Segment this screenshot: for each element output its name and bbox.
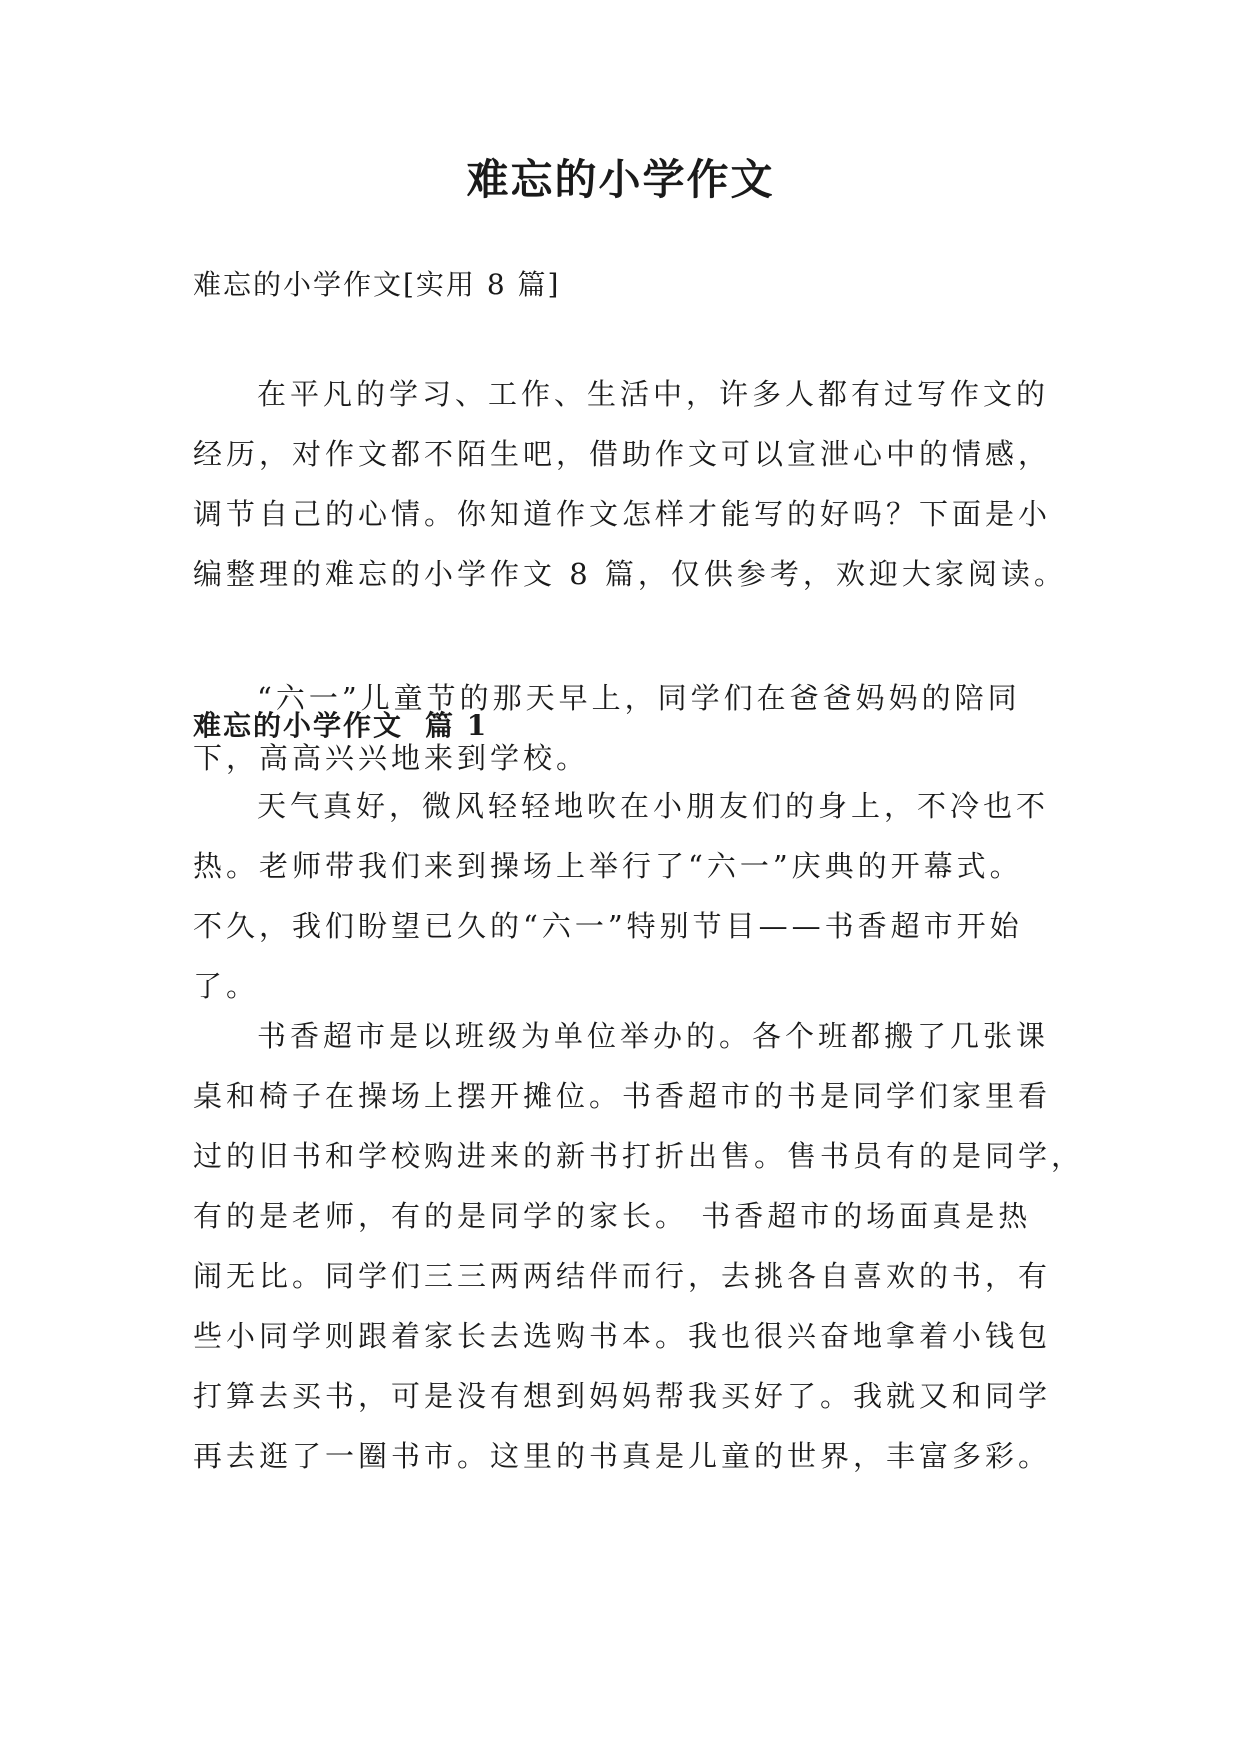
intro-paragraph <box>193 364 1073 604</box>
intro-line: 编整理的难忘的小学作文 8 篇，仅供参考，欢迎大家阅读。 <box>193 557 1067 591</box>
document-subtitle: 难忘的小学作文[实用 8 篇] <box>193 268 561 301</box>
section-heading-label: 篇 1 <box>425 709 489 742</box>
section-heading-title: 难忘的小学作文 <box>193 709 404 742</box>
paragraph-line: 再去逛了一圈书市。这里的书真是儿童的世界，丰富多彩。 <box>193 1439 1052 1473</box>
paragraph-line: 桌和椅子在操场上摆开摊位。书香超市的书是同学们家里看 <box>193 1079 1052 1113</box>
intro-line: 经历，对作文都不陌生吧，借助作文可以宣泄心中的情感， <box>193 437 1052 471</box>
paragraph-line: 书香超市是以班级为单位举办的。各个班都搬了几张课 <box>257 1019 1050 1053</box>
paragraph-line: 天气真好，微风轻轻地吹在小朋友们的身上，不冷也不 <box>257 789 1050 823</box>
paragraph-line: “六一”儿童节的那天早上，同学们在爸爸妈妈的陪同 <box>257 681 1021 715</box>
paragraph-line: 打算去买书，可是没有想到妈妈帮我买好了。我就又和同学 <box>193 1379 1052 1413</box>
paragraph-line: 了。 <box>193 969 260 1003</box>
paragraph-line: 不久，我们盼望已久的“六一”特别节目——书香超市开始 <box>193 909 1023 943</box>
essay-paragraph-1 <box>193 668 1073 788</box>
intro-line: 调节自己的心情。你知道作文怎样才能写的好吗？下面是小 <box>193 497 1052 531</box>
essay-paragraph-3 <box>193 1006 1085 1486</box>
intro-line: 在平凡的学习、工作、生活中，许多人都有过写作文的 <box>257 377 1050 411</box>
paragraph-line: 些小同学则跟着家长去选购书本。我也很兴奋地拿着小钱包 <box>193 1319 1052 1353</box>
essay-paragraph-2 <box>193 776 1073 1016</box>
document-title: 难忘的小学作文 <box>466 155 775 204</box>
paragraph-line: 过的旧书和学校购进来的新书打折出售。售书员有的是同学， <box>193 1139 1085 1173</box>
paragraph-line: 有的是老师，有的是同学的家长。 书香超市的场面真是热 <box>193 1199 1032 1233</box>
paragraph-line: 下，高高兴兴地来到学校。 <box>193 741 590 775</box>
paragraph-line: 闹无比。同学们三三两两结伴而行，去挑各自喜欢的书，有 <box>193 1259 1052 1293</box>
paragraph-line: 热。老师带我们来到操场上举行了“六一”庆典的开幕式。 <box>193 849 1023 883</box>
